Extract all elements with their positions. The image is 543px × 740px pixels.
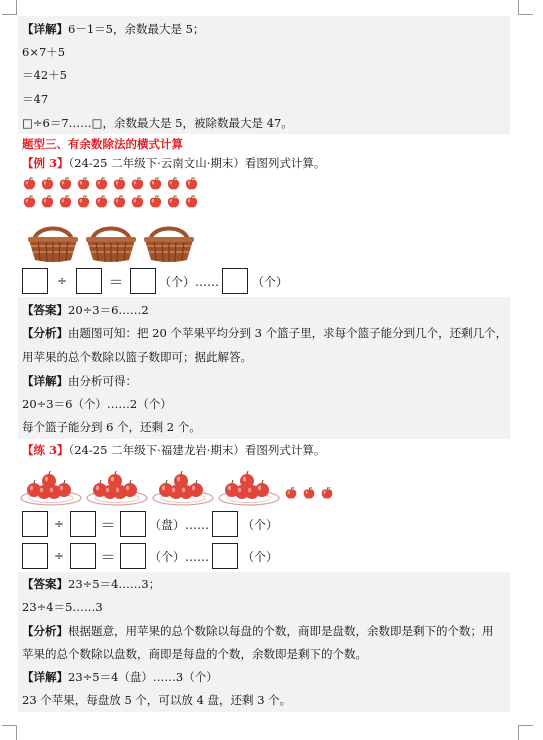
equation-pr3-1 [22, 511, 282, 537]
apple-icon [130, 176, 145, 191]
unit-remainder: （个） [252, 274, 289, 289]
basket-row [26, 220, 196, 264]
section-heading: 题型三、有余数除法的横式计算 [22, 137, 183, 151]
answer-box-remainder[interactable] [212, 543, 238, 569]
crop-mark-top-right [518, 0, 533, 15]
example-3-prompt: 【例 3】（24-25 二年级下·云南文山·期末）看图列式计算。 [22, 156, 326, 170]
apple-icon [130, 194, 145, 209]
apple-icon [76, 176, 91, 191]
apple-icon [94, 194, 109, 209]
apple-icon [148, 194, 163, 209]
basket-icon [26, 220, 80, 264]
answer-box-divisor[interactable] [76, 268, 102, 294]
apple-icon [302, 486, 316, 500]
apple-icon [112, 194, 127, 209]
pr3-analysis-1: 【分析】根据题意，用苹果的总个数除以每盘的个数，商即是盘数，余数即是剩下的个数；用 [22, 624, 494, 638]
divide-sign: ÷ [56, 274, 68, 288]
detail-line-1: 【详解】6－1＝5，余数最大是 5； [22, 22, 205, 36]
equation-pr3-2 [22, 543, 282, 569]
divide-sign: ÷ [53, 517, 65, 531]
answer-box-dividend[interactable] [22, 511, 48, 537]
calc-line-1: 6×7＋5 [22, 45, 66, 59]
apple-icon [40, 176, 55, 191]
ex3-detail-3: 每个篮子能分到 6 个，还剩 2 个。 [22, 420, 201, 434]
practice-3-prompt: 【练 3】（24-25 二年级下·福建龙岩·期末）看图列式计算。 [22, 443, 326, 457]
plate-of-apples-icon [218, 468, 280, 506]
apple-icon [184, 176, 199, 191]
answer-box-remainder[interactable] [212, 511, 238, 537]
divide-sign: ÷ [53, 549, 65, 563]
crop-mark-top-left [2, 0, 17, 15]
apple-icon [166, 176, 181, 191]
answer-box-dividend[interactable] [22, 543, 48, 569]
apple-icon [112, 176, 127, 191]
apple-icon [22, 194, 37, 209]
unit-remainder: （个） [242, 549, 279, 564]
plate-of-apples-icon [152, 468, 214, 506]
pr3-answer-2: 23÷4＝5……3 [22, 600, 103, 614]
unit-remainder: （个） [242, 517, 279, 532]
pr3-detail-1: 【详解】23÷5＝4（盘）……3（个） [22, 670, 218, 684]
calc-line-3: ＝47 [22, 92, 49, 106]
plate-of-apples-icon [86, 468, 148, 506]
pr3-detail-2: 23 个苹果，每盘放 5 个，可以放 4 盘，还剩 3 个。 [22, 693, 292, 707]
apple-icon [166, 194, 181, 209]
calc-line-2: ＝42＋5 [22, 68, 67, 82]
ex3-answer: 【答案】20÷3＝6……2 [22, 303, 149, 317]
apple-icon [58, 176, 73, 191]
equation-ex3 [22, 268, 292, 294]
apple-row-bottom [22, 194, 199, 209]
plates-of-apples [20, 468, 334, 506]
answer-box-divisor[interactable] [70, 543, 96, 569]
apple-icon [148, 176, 163, 191]
answer-box-quotient[interactable] [130, 268, 156, 294]
equals-sign: ＝ [100, 515, 116, 534]
equals-sign: ＝ [108, 272, 124, 291]
answer-box-dividend[interactable] [22, 268, 48, 294]
crop-mark-bottom-right [518, 725, 533, 740]
apple-icon [40, 194, 55, 209]
answer-box-quotient[interactable] [120, 543, 146, 569]
plate-of-apples-icon [20, 468, 82, 506]
basket-icon [84, 220, 138, 264]
pr3-analysis-2: 苹果的总个数除以盘数，商即是每盘的个数，余数即是剩下的个数。 [22, 647, 367, 661]
ex3-detail-1: 【详解】由分析可得： [22, 374, 137, 388]
apple-row-top [22, 176, 199, 191]
crop-mark-bottom-left [2, 725, 17, 740]
answer-box-divisor[interactable] [70, 511, 96, 537]
pr3-answer-1: 【答案】23÷5＝4……3； [22, 577, 161, 591]
equals-sign: ＝ [100, 547, 116, 566]
unit-quotient: （盘）…… [149, 517, 210, 532]
apple-icon [94, 176, 109, 191]
apple-icon [58, 194, 73, 209]
ex3-analysis-2: 用苹果的总个数除以篮子数即可；据此解答。 [22, 350, 252, 364]
ex3-detail-2: 20÷3＝6（个）……2（个） [22, 397, 172, 411]
apple-icon [184, 194, 199, 209]
answer-box-remainder[interactable] [222, 268, 248, 294]
apple-icon [76, 194, 91, 209]
apple-icon [284, 486, 298, 500]
solution-shade-2 [18, 297, 510, 439]
conclusion-line: □÷6＝7……□，余数最大是 5，被除数最大是 47。 [22, 116, 293, 130]
apple-icon [320, 486, 334, 500]
ex3-analysis-1: 【分析】由题图可知：把 20 个苹果平均分到 3 个篮子里，求每个篮子能分到几个，还剩几个， [22, 326, 508, 340]
answer-box-quotient[interactable] [120, 511, 146, 537]
apple-icon [22, 176, 37, 191]
unit-quotient: （个）…… [149, 549, 210, 564]
unit-quotient: （个）…… [159, 274, 220, 289]
solution-shade-3 [18, 572, 510, 712]
basket-icon [142, 220, 196, 264]
